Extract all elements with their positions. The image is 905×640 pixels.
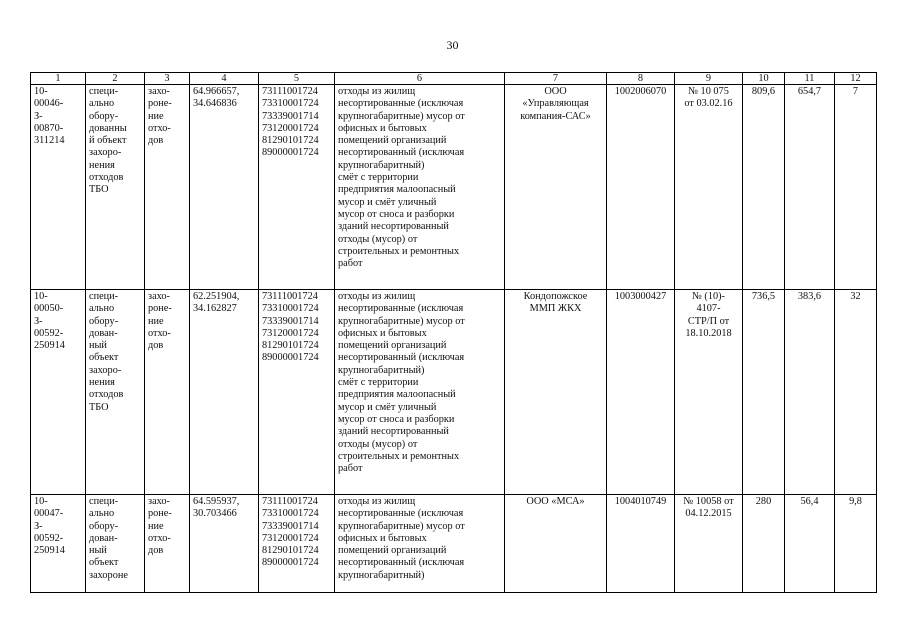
operator-cell: ООО «МСА» <box>505 495 607 593</box>
value-cell-11: 383,6 <box>785 290 835 495</box>
value-cell-12: 32 <box>835 290 877 495</box>
column-header: 4 <box>190 73 259 85</box>
table-row <box>31 495 877 593</box>
waste-description-cell: отходы из жилищ несортированные (исключая крупногабаритные) мусор от офисных и бытовых помещений организаций несортированный (исключая крупногабаритный) <box>335 495 505 593</box>
operator-cell: ООО «Управляющая компания-САС» <box>505 85 607 290</box>
waste-description-cell: отходы из жилищ несортированные (исключая крупногабаритные) мусор от офисных и бытовых помещений организаций несортированный (исключая крупногабаритный) смёт с территории предприятия малоопасный мусор и смёт уличный мусор от сноса и разборки зданий несортированный отходы (мусор) от строительных и ремонтных работ <box>335 290 505 495</box>
column-header: 12 <box>835 73 877 85</box>
value-cell-10: 736,5 <box>743 290 785 495</box>
value-cell-10: 280 <box>743 495 785 593</box>
value-cell-12: 9,8 <box>835 495 877 593</box>
object-type-cell: специ- ально обору- дованны й объект захоро- нения отходов ТБО <box>86 85 145 290</box>
column-header: 11 <box>785 73 835 85</box>
coordinates-cell: 64.966657, 34.646836 <box>190 85 259 290</box>
object-id-cell: 10- 00050- З- 00592- 250914 <box>31 290 86 495</box>
column-header: 3 <box>145 73 190 85</box>
column-header: 1 <box>31 73 86 85</box>
license-cell: № (10)- 4107- СТР/П от 18.10.2018 <box>675 290 743 495</box>
object-id-cell: 10- 00046- З- 00870- 311214 <box>31 85 86 290</box>
table-row <box>31 85 877 290</box>
column-header: 10 <box>743 73 785 85</box>
table-row <box>31 290 877 495</box>
object-id-cell: 10- 00047- З- 00592- 250914 <box>31 495 86 593</box>
waste-description-cell: отходы из жилищ несортированные (исключая крупногабаритные) мусор от офисных и бытовых помещений организаций несортированный (исключая крупногабаритный) смёт с территории предприятия малоопасный мусор и смёт уличный мусор от сноса и разборки зданий несортированный отходы (мусор) от строительных и ремонтных работ <box>335 85 505 290</box>
waste-objects-table <box>30 72 877 593</box>
column-header: 9 <box>675 73 743 85</box>
object-type-cell: специ- ально обору- дован- ный объект захороне <box>86 495 145 593</box>
waste-codes-cell: 73111001724 73310001724 73339001714 73120001724 81290101724 89000001724 <box>259 495 335 593</box>
value-cell-10: 809,6 <box>743 85 785 290</box>
column-header: 7 <box>505 73 607 85</box>
value-cell-11: 654,7 <box>785 85 835 290</box>
column-header: 8 <box>607 73 675 85</box>
waste-codes-cell: 73111001724 73310001724 73339001714 73120001724 81290101724 89000001724 <box>259 85 335 290</box>
waste-codes-cell: 73111001724 73310001724 73339001714 73120001724 81290101724 89000001724 <box>259 290 335 495</box>
coordinates-cell: 62.251904, 34.162827 <box>190 290 259 495</box>
column-header: 5 <box>259 73 335 85</box>
inn-cell: 1003000427 <box>607 290 675 495</box>
column-number-row <box>31 73 877 85</box>
inn-cell: 1004010749 <box>607 495 675 593</box>
page-number: 30 <box>446 38 459 52</box>
license-cell: № 10058 от 04.12.2015 <box>675 495 743 593</box>
value-cell-12: 7 <box>835 85 877 290</box>
purpose-cell: захо- роне- ние отхо- дов <box>145 290 190 495</box>
value-cell-11: 56,4 <box>785 495 835 593</box>
coordinates-cell: 64.595937, 30.703466 <box>190 495 259 593</box>
license-cell: № 10 075 от 03.02.16 <box>675 85 743 290</box>
column-header: 2 <box>86 73 145 85</box>
column-header: 6 <box>335 73 505 85</box>
operator-cell: Кондопожское ММП ЖКХ <box>505 290 607 495</box>
inn-cell: 1002006070 <box>607 85 675 290</box>
object-type-cell: специ- ально обору- дован- ный объект захоро- нения отходов ТБО <box>86 290 145 495</box>
purpose-cell: захо- роне- ние отхо- дов <box>145 85 190 290</box>
purpose-cell: захо- роне- ние отхо- дов <box>145 495 190 593</box>
